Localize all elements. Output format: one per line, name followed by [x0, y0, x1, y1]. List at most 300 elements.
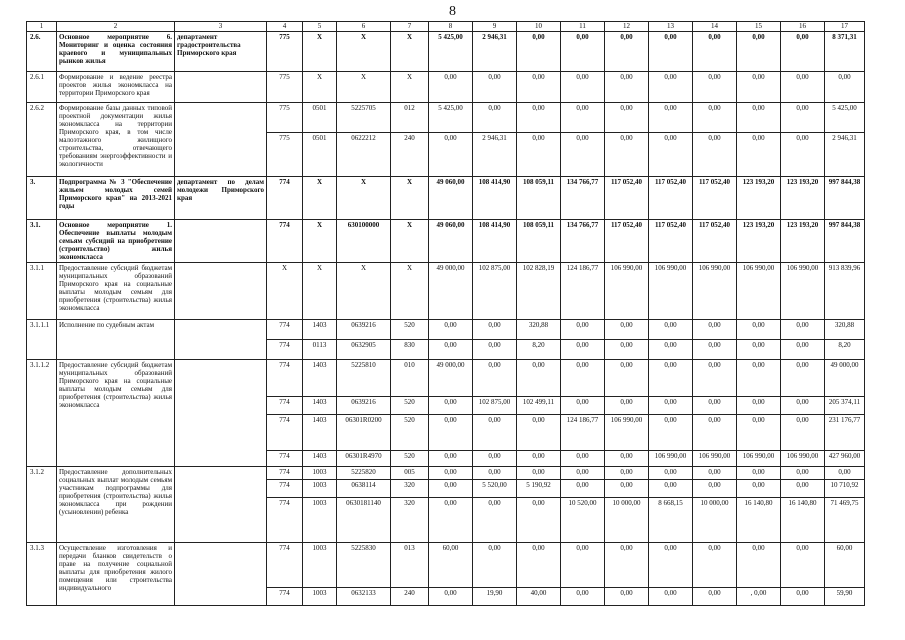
amount-cell: 102 875,00: [473, 263, 517, 320]
amount-cell: 106 990,00: [737, 263, 781, 320]
amount-cell: 0,00: [429, 133, 473, 177]
budget-code-cell: 005: [391, 467, 429, 480]
budget-code-cell: 774: [267, 498, 303, 543]
amount-cell: 49 060,00: [429, 177, 473, 220]
budget-code-cell: 774: [267, 543, 303, 588]
amount-cell: 0,00: [561, 543, 605, 588]
amount-cell: 0,00: [649, 415, 693, 451]
budget-code-cell: 774: [267, 360, 303, 397]
amount-cell: 0,00: [649, 340, 693, 360]
amount-cell: 0,00: [693, 133, 737, 177]
amount-cell: 0,00: [649, 480, 693, 498]
budget-code-cell: 774: [267, 467, 303, 480]
amount-cell: 59,90: [825, 588, 865, 606]
amount-cell: 0,00: [693, 103, 737, 133]
budget-code-cell: 1403: [303, 397, 337, 415]
table-row: [27, 177, 865, 220]
budget-code-cell: 0632905: [337, 340, 391, 360]
amount-cell: 0,00: [561, 360, 605, 397]
budget-code-cell: 1003: [303, 498, 337, 543]
amount-cell: 0,00: [693, 397, 737, 415]
header-cell: 17: [825, 22, 865, 32]
amount-cell: 0,00: [473, 451, 517, 467]
budget-code-cell: 5225705: [337, 103, 391, 133]
amount-cell: 10 520,00: [561, 498, 605, 543]
amount-cell: 60,00: [825, 543, 865, 588]
amount-cell: 0,00: [429, 588, 473, 606]
amount-cell: 0,00: [649, 467, 693, 480]
amount-cell: 5 520,00: [473, 480, 517, 498]
amount-cell: 0,00: [473, 543, 517, 588]
amount-cell: 0,00: [649, 543, 693, 588]
header-cell: 12: [605, 22, 649, 32]
amount-cell: 5 425,00: [429, 103, 473, 133]
amount-cell: 0,00: [605, 320, 649, 340]
table-row: [27, 467, 865, 480]
table-row: [27, 543, 865, 588]
header-cell: 13: [649, 22, 693, 32]
amount-cell: , 0,00: [737, 588, 781, 606]
budget-code-cell: 012: [391, 103, 429, 133]
row-number: 3.1.1.1: [27, 320, 57, 360]
amount-cell: 0,00: [825, 72, 865, 103]
budget-code-cell: 1003: [303, 480, 337, 498]
amount-cell: 231 176,77: [825, 415, 865, 451]
amount-cell: 106 990,00: [605, 263, 649, 320]
amount-cell: 0,00: [561, 480, 605, 498]
amount-cell: 0,00: [693, 588, 737, 606]
budget-code-cell: X: [303, 177, 337, 220]
responsible-executor: [175, 72, 267, 103]
amount-cell: 0,00: [781, 320, 825, 340]
budget-table: [26, 21, 865, 606]
amount-cell: 0,00: [693, 320, 737, 340]
amount-cell: 0,00: [517, 72, 561, 103]
amount-cell: 106 990,00: [781, 263, 825, 320]
amount-cell: 0,00: [473, 498, 517, 543]
table-row: [27, 360, 865, 397]
budget-code-cell: X: [391, 263, 429, 320]
amount-cell: 0,00: [605, 451, 649, 467]
amount-cell: 0,00: [693, 32, 737, 72]
row-number: 2.6.1: [27, 72, 57, 103]
amount-cell: 0,00: [605, 72, 649, 103]
header-cell: 1: [27, 22, 57, 32]
measure-description: Формирование базы данных типовой проектной документации жилья экономкласса на территории Приморского края, в том числе малоэтажного жилищного строительства, отвечающего требованиям энергоэффективности и экологичности: [57, 103, 175, 177]
budget-code-cell: 320: [391, 498, 429, 543]
amount-cell: 124 186,77: [561, 263, 605, 320]
row-number: 3.1.3: [27, 543, 57, 606]
row-number: 2.6.: [27, 32, 57, 72]
amount-cell: 106 990,00: [693, 263, 737, 320]
amount-cell: 0,00: [561, 588, 605, 606]
amount-cell: 0,00: [605, 103, 649, 133]
budget-code-cell: 520: [391, 451, 429, 467]
budget-code-cell: 5225830: [337, 543, 391, 588]
amount-cell: 0,00: [781, 340, 825, 360]
row-number: 3.: [27, 177, 57, 220]
amount-cell: 0,00: [649, 588, 693, 606]
amount-cell: 0,00: [605, 360, 649, 397]
amount-cell: 0,00: [737, 103, 781, 133]
amount-cell: 0,00: [517, 451, 561, 467]
amount-cell: 0,00: [561, 103, 605, 133]
amount-cell: 19,90: [473, 588, 517, 606]
amount-cell: 102 828,19: [517, 263, 561, 320]
amount-cell: 2 946,31: [825, 133, 865, 177]
amount-cell: 106 990,00: [649, 451, 693, 467]
row-number: 2.6.2: [27, 103, 57, 177]
amount-cell: 16 140,80: [737, 498, 781, 543]
table-row: [27, 72, 865, 103]
budget-code-cell: 774: [267, 588, 303, 606]
budget-code-cell: 1003: [303, 543, 337, 588]
amount-cell: 117 052,40: [605, 177, 649, 220]
amount-cell: 106 990,00: [605, 415, 649, 451]
amount-cell: 0,00: [693, 72, 737, 103]
budget-code-cell: 774: [267, 220, 303, 263]
amount-cell: 205 374,11: [825, 397, 865, 415]
header-cell: 4: [267, 22, 303, 32]
budget-code-cell: 0501: [303, 103, 337, 133]
amount-cell: 123 193,20: [737, 177, 781, 220]
budget-code-cell: 1003: [303, 588, 337, 606]
amount-cell: 106 990,00: [693, 451, 737, 467]
budget-code-cell: 1403: [303, 451, 337, 467]
amount-cell: 0,00: [605, 467, 649, 480]
budget-code-cell: 630100000: [337, 220, 391, 263]
budget-code-cell: 06301R0200: [337, 415, 391, 451]
measure-description: Основное мероприятие 6. Мониторинг и оценка состояния краевого и муниципальных рынков жилья: [57, 32, 175, 72]
amount-cell: 49 000,00: [429, 263, 473, 320]
budget-code-cell: X: [337, 32, 391, 72]
row-number: 3.1.1: [27, 263, 57, 320]
amount-cell: 10 000,00: [605, 498, 649, 543]
amount-cell: 0,00: [781, 103, 825, 133]
table-row: [27, 32, 865, 72]
amount-cell: 0,00: [693, 543, 737, 588]
responsible-executor: [175, 320, 267, 360]
budget-code-cell: X: [303, 263, 337, 320]
amount-cell: 0,00: [561, 72, 605, 103]
budget-code-cell: 0622212: [337, 133, 391, 177]
header-cell: 15: [737, 22, 781, 32]
amount-cell: 0,00: [649, 397, 693, 415]
budget-code-cell: 775: [267, 103, 303, 133]
amount-cell: 40,00: [517, 588, 561, 606]
amount-cell: 0,00: [649, 360, 693, 397]
responsible-executor: департамент по делам молодежи Приморского края: [175, 177, 267, 220]
header-cell: 6: [337, 22, 391, 32]
budget-code-cell: 1403: [303, 415, 337, 451]
amount-cell: 0,00: [781, 32, 825, 72]
budget-code-cell: 774: [267, 415, 303, 451]
measure-description: Формирование и ведение реестра проектов жилья экономкласса на территории Приморского края: [57, 72, 175, 103]
amount-cell: 71 469,75: [825, 498, 865, 543]
budget-code-cell: 774: [267, 397, 303, 415]
amount-cell: 0,00: [781, 360, 825, 397]
amount-cell: 0,00: [649, 103, 693, 133]
header-cell: 14: [693, 22, 737, 32]
responsible-executor: [175, 360, 267, 467]
budget-code-cell: 520: [391, 320, 429, 340]
budget-code-cell: X: [303, 72, 337, 103]
amount-cell: 0,00: [429, 397, 473, 415]
budget-code-cell: 013: [391, 543, 429, 588]
table-row: [27, 103, 865, 133]
amount-cell: 0,00: [693, 415, 737, 451]
budget-code-cell: 0632133: [337, 588, 391, 606]
amount-cell: 0,00: [693, 467, 737, 480]
amount-cell: 10 000,00: [693, 498, 737, 543]
table-row: [27, 263, 865, 320]
amount-cell: 0,00: [429, 451, 473, 467]
amount-cell: 997 844,38: [825, 220, 865, 263]
amount-cell: 0,00: [737, 543, 781, 588]
amount-cell: 997 844,38: [825, 177, 865, 220]
amount-cell: 0,00: [473, 72, 517, 103]
budget-code-cell: 774: [267, 177, 303, 220]
budget-code-cell: X: [337, 72, 391, 103]
budget-code-cell: 320: [391, 480, 429, 498]
amount-cell: 0,00: [737, 320, 781, 340]
amount-cell: 123 193,20: [781, 177, 825, 220]
amount-cell: 0,00: [429, 467, 473, 480]
amount-cell: 0,00: [737, 397, 781, 415]
budget-code-cell: 775: [267, 32, 303, 72]
amount-cell: 5 190,92: [517, 480, 561, 498]
header-cell: 5: [303, 22, 337, 32]
amount-cell: 0,00: [517, 415, 561, 451]
amount-cell: 0,00: [429, 320, 473, 340]
amount-cell: 134 766,77: [561, 177, 605, 220]
amount-cell: 0,00: [473, 340, 517, 360]
budget-code-cell: 775: [267, 72, 303, 103]
amount-cell: 0,00: [517, 498, 561, 543]
budget-code-cell: X: [337, 263, 391, 320]
amount-cell: 0,00: [517, 32, 561, 72]
amount-cell: 0,00: [561, 32, 605, 72]
budget-code-cell: 010: [391, 360, 429, 397]
amount-cell: 0,00: [825, 467, 865, 480]
amount-cell: 108 059,11: [517, 177, 561, 220]
measure-description: Осуществление изготовления и передачи бланков свидетельств о праве на получение социальной выплаты для приобретения жилого помещения или строительства индивидуального: [57, 543, 175, 606]
amount-cell: 49 000,00: [825, 360, 865, 397]
amount-cell: 124 186,77: [561, 415, 605, 451]
amount-cell: 0,00: [737, 480, 781, 498]
amount-cell: 8,20: [825, 340, 865, 360]
responsible-executor: [175, 103, 267, 177]
amount-cell: 0,00: [781, 72, 825, 103]
header-cell: 8: [429, 22, 473, 32]
table-row: [27, 320, 865, 340]
amount-cell: 0,00: [429, 480, 473, 498]
amount-cell: 16 140,80: [781, 498, 825, 543]
responsible-executor: департамент градостроительства Приморского края: [175, 32, 267, 72]
amount-cell: 0,00: [473, 467, 517, 480]
amount-cell: 427 960,00: [825, 451, 865, 467]
amount-cell: 117 052,40: [649, 220, 693, 263]
amount-cell: 0,00: [781, 397, 825, 415]
budget-code-cell: X: [303, 220, 337, 263]
header-cell: 10: [517, 22, 561, 32]
amount-cell: 0,00: [781, 543, 825, 588]
amount-cell: 0,00: [561, 133, 605, 177]
budget-code-cell: 520: [391, 397, 429, 415]
amount-cell: 0,00: [473, 103, 517, 133]
amount-cell: 5 425,00: [429, 32, 473, 72]
budget-code-cell: X: [391, 220, 429, 263]
amount-cell: 0,00: [737, 360, 781, 397]
amount-cell: 134 766,77: [561, 220, 605, 263]
amount-cell: 0,00: [473, 360, 517, 397]
measure-description: Предоставление субсидий бюджетам муниципальных образований Приморского края на социальные выплаты молодым семьям для приобретения (строительства) жилья экономкласса: [57, 263, 175, 320]
budget-code-cell: 5225810: [337, 360, 391, 397]
amount-cell: 123 193,20: [781, 220, 825, 263]
budget-code-cell: X: [337, 177, 391, 220]
amount-cell: 123 193,20: [737, 220, 781, 263]
amount-cell: 0,00: [737, 415, 781, 451]
budget-code-cell: 1403: [303, 320, 337, 340]
amount-cell: 913 839,96: [825, 263, 865, 320]
budget-code-cell: 1403: [303, 360, 337, 397]
amount-cell: 0,00: [781, 415, 825, 451]
amount-cell: 320,88: [517, 320, 561, 340]
amount-cell: 0,00: [737, 72, 781, 103]
amount-cell: 0,00: [473, 415, 517, 451]
measure-description: Предоставление субсидий бюджетам муниципальных образований Приморского края на социальные выплаты молодым семьям для приобретения (строительства) жилья экономкласса: [57, 360, 175, 467]
amount-cell: 106 990,00: [781, 451, 825, 467]
amount-cell: 0,00: [781, 588, 825, 606]
budget-code-cell: X: [391, 32, 429, 72]
amount-cell: 0,00: [781, 480, 825, 498]
amount-cell: 0,00: [605, 340, 649, 360]
budget-code-cell: 0639216: [337, 320, 391, 340]
budget-code-cell: 06301R4970: [337, 451, 391, 467]
amount-cell: 0,00: [649, 32, 693, 72]
budget-code-cell: 0639216: [337, 397, 391, 415]
amount-cell: 0,00: [517, 467, 561, 480]
measure-description: Основное мероприятие 1. Обеспечение выплаты молодым семьям субсидий на приобретение (строительство) жилья экономкласса: [57, 220, 175, 263]
budget-code-cell: 0113: [303, 340, 337, 360]
header-cell: 16: [781, 22, 825, 32]
header-cell: 3: [175, 22, 267, 32]
header-cell: 9: [473, 22, 517, 32]
amount-cell: 0,00: [429, 498, 473, 543]
amount-cell: 0,00: [693, 360, 737, 397]
measure-description: Исполнение по судебным актам: [57, 320, 175, 360]
amount-cell: 106 990,00: [649, 263, 693, 320]
amount-cell: 0,00: [429, 72, 473, 103]
budget-code-cell: 830: [391, 340, 429, 360]
header-cell: 7: [391, 22, 429, 32]
amount-cell: 108 414,90: [473, 177, 517, 220]
amount-cell: 0,00: [649, 133, 693, 177]
amount-cell: 108 059,11: [517, 220, 561, 263]
amount-cell: 0,00: [781, 133, 825, 177]
amount-cell: 0,00: [737, 32, 781, 72]
budget-code-cell: 520: [391, 415, 429, 451]
amount-cell: 60,00: [429, 543, 473, 588]
budget-code-cell: 0638114: [337, 480, 391, 498]
amount-cell: 0,00: [737, 467, 781, 480]
responsible-executor: [175, 220, 267, 263]
budget-code-cell: 775: [267, 133, 303, 177]
responsible-executor: [175, 543, 267, 606]
amount-cell: 0,00: [429, 340, 473, 360]
amount-cell: 0,00: [517, 133, 561, 177]
amount-cell: 0,00: [781, 467, 825, 480]
amount-cell: 0,00: [517, 543, 561, 588]
budget-code-cell: 774: [267, 451, 303, 467]
amount-cell: 0,00: [605, 480, 649, 498]
amount-cell: 117 052,40: [649, 177, 693, 220]
header-cell: 2: [57, 22, 175, 32]
budget-code-cell: 240: [391, 133, 429, 177]
responsible-executor: [175, 467, 267, 543]
row-number: 3.1.1.2: [27, 360, 57, 467]
amount-cell: 0,00: [561, 467, 605, 480]
header-cell: 11: [561, 22, 605, 32]
amount-cell: 0,00: [693, 340, 737, 360]
amount-cell: 0,00: [561, 397, 605, 415]
amount-cell: 117 052,40: [693, 177, 737, 220]
amount-cell: 8 668,15: [649, 498, 693, 543]
amount-cell: 102 499,11: [517, 397, 561, 415]
amount-cell: 49 060,00: [429, 220, 473, 263]
budget-code-cell: 0630181140: [337, 498, 391, 543]
amount-cell: 0,00: [737, 340, 781, 360]
amount-cell: 0,00: [561, 340, 605, 360]
budget-code-cell: 1003: [303, 467, 337, 480]
budget-code-cell: X: [391, 177, 429, 220]
amount-cell: 0,00: [517, 103, 561, 133]
amount-cell: 10 710,92: [825, 480, 865, 498]
amount-cell: 108 414,90: [473, 220, 517, 263]
page-number: 8: [449, 4, 456, 19]
amount-cell: 117 052,40: [605, 220, 649, 263]
measure-description: Предоставление дополнительных социальных выплат молодым семьям участникам подпрограммы для приобретения (строительства) жилья экономкласса при рождении (усыновлении) ребенка: [57, 467, 175, 543]
amount-cell: 117 052,40: [693, 220, 737, 263]
budget-code-cell: 774: [267, 340, 303, 360]
amount-cell: 0,00: [605, 397, 649, 415]
amount-cell: 49 000,00: [429, 360, 473, 397]
amount-cell: 0,00: [605, 32, 649, 72]
budget-code-cell: X: [391, 72, 429, 103]
amount-cell: 0,00: [429, 415, 473, 451]
amount-cell: 2 946,31: [473, 32, 517, 72]
budget-code-cell: 774: [267, 320, 303, 340]
budget-code-cell: 0501: [303, 133, 337, 177]
row-number: 3.1.: [27, 220, 57, 263]
responsible-executor: [175, 263, 267, 320]
amount-cell: 320,88: [825, 320, 865, 340]
amount-cell: 8,20: [517, 340, 561, 360]
budget-code-cell: 5225820: [337, 467, 391, 480]
amount-cell: 102 875,00: [473, 397, 517, 415]
amount-cell: 0,00: [737, 133, 781, 177]
amount-cell: 0,00: [473, 320, 517, 340]
amount-cell: 0,00: [693, 480, 737, 498]
amount-cell: 0,00: [649, 320, 693, 340]
amount-cell: 0,00: [649, 72, 693, 103]
amount-cell: 0,00: [561, 320, 605, 340]
table-row: [27, 220, 865, 263]
budget-code-cell: 774: [267, 480, 303, 498]
amount-cell: 0,00: [605, 133, 649, 177]
amount-cell: 0,00: [605, 543, 649, 588]
amount-cell: 0,00: [561, 451, 605, 467]
